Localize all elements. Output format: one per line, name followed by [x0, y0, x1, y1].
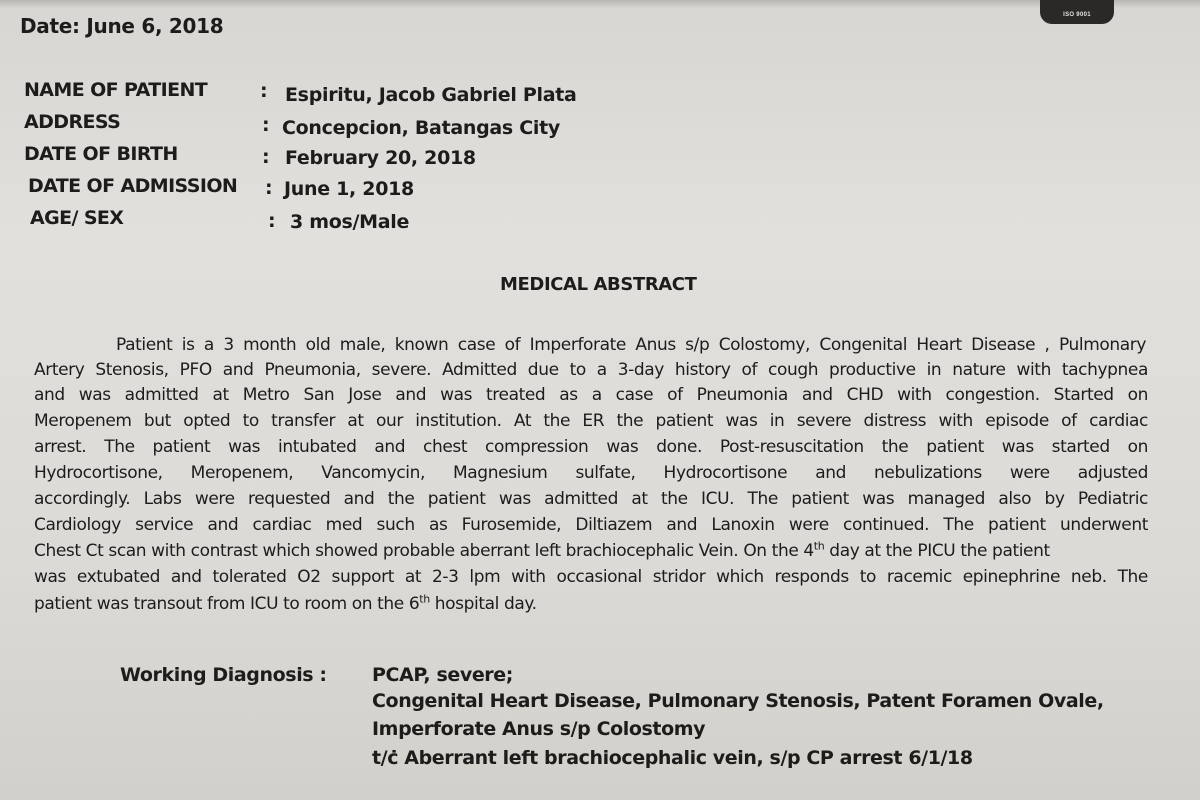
abstract-line-text: patient was transout from ICU to room on the 6: [34, 594, 420, 614]
field-value-age-sex: 3 mos/Male: [290, 211, 410, 233]
ordinal-suffix: th: [419, 592, 430, 606]
abstract-line: Patient is a 3 month old male, known case of Imperforate Anus s/p Colostomy, Congenital Heart Disease , Pulmonary: [116, 335, 1146, 355]
page-top-edge: [0, 0, 1200, 8]
abstract-line: and was admitted at Metro San Jose and was treated as a case of Pneumonia and CHD with congestion. Started on: [34, 385, 1148, 405]
field-value-name: Espiritu, Jacob Gabriel Plata: [285, 84, 577, 106]
field-colon: :: [260, 80, 268, 102]
field-label-age-sex: AGE/ SEX: [30, 207, 124, 229]
diagnosis-line: Congenital Heart Disease, Pulmonary Stenosis, Patent Foramen Ovale,: [372, 690, 1104, 712]
ordinal-suffix: th: [813, 539, 825, 553]
abstract-line: Cardiology service and cardiac med such as Furosemide, Diltiazem and Lanoxin were continued. The patient underwent: [34, 515, 1148, 535]
field-label-admission: DATE OF ADMISSION: [28, 175, 238, 197]
abstract-line: was extubated and tolerated O2 support at 2-3 lpm with occasional stridor which responds to racemic epinephrine neb. The: [34, 567, 1148, 587]
field-value-dob: February 20, 2018: [285, 147, 476, 169]
abstract-line: arrest. The patient was intubated and chest compression was done. Post-resuscitation the patient was started on: [34, 437, 1148, 457]
abstract-title: MEDICAL ABSTRACT: [500, 274, 697, 295]
abstract-line: Hydrocortisone, Meropenem, Vancomycin, Magnesium sulfate, Hydrocortisone and nebulizations were adjusted: [34, 463, 1148, 483]
diagnosis-line: t/ċ Aberrant left brachiocephalic vein, s/p CP arrest 6/1/18: [372, 747, 973, 769]
field-colon: :: [268, 210, 276, 232]
field-value-admission: June 1, 2018: [284, 178, 414, 200]
diagnosis-line: PCAP, severe;: [372, 664, 513, 686]
field-colon: :: [262, 146, 270, 168]
abstract-line: accordingly. Labs were requested and the patient was admitted at the ICU. The patient was managed also by Pediatric: [34, 489, 1148, 509]
field-label-address: ADDRESS: [24, 111, 121, 133]
abstract-line: [34, 594, 1148, 614]
field-label-dob: DATE OF BIRTH: [24, 143, 178, 165]
field-colon: :: [265, 177, 273, 199]
field-colon: :: [262, 114, 270, 136]
iso-badge: ISO 9001: [1040, 0, 1114, 24]
diagnosis-line: Imperforate Anus s/p Colostomy: [372, 718, 706, 740]
abstract-line: Meropenem but opted to transfer at our institution. At the ER the patient was in severe distress with episode of cardiac: [34, 411, 1148, 431]
diagnosis-label: Working Diagnosis :: [120, 664, 327, 686]
field-label-name: NAME OF PATIENT: [24, 79, 208, 101]
abstract-line-text: hospital day.: [429, 594, 537, 614]
abstract-line-text: Chest Ct scan with contrast which showed probable aberrant left brachiocephalic Vein. On the 4: [34, 541, 814, 561]
abstract-line: Artery Stenosis, PFO and Pneumonia, severe. Admitted due to a 3-day history of cough productive in nature with tachypnea: [34, 360, 1148, 380]
abstract-line: [34, 541, 1148, 561]
field-value-address: Concepcion, Batangas City: [282, 117, 560, 139]
abstract-line-text: day at the PICU the patient: [824, 541, 1050, 561]
document-date: Date: June 6, 2018: [20, 14, 224, 38]
